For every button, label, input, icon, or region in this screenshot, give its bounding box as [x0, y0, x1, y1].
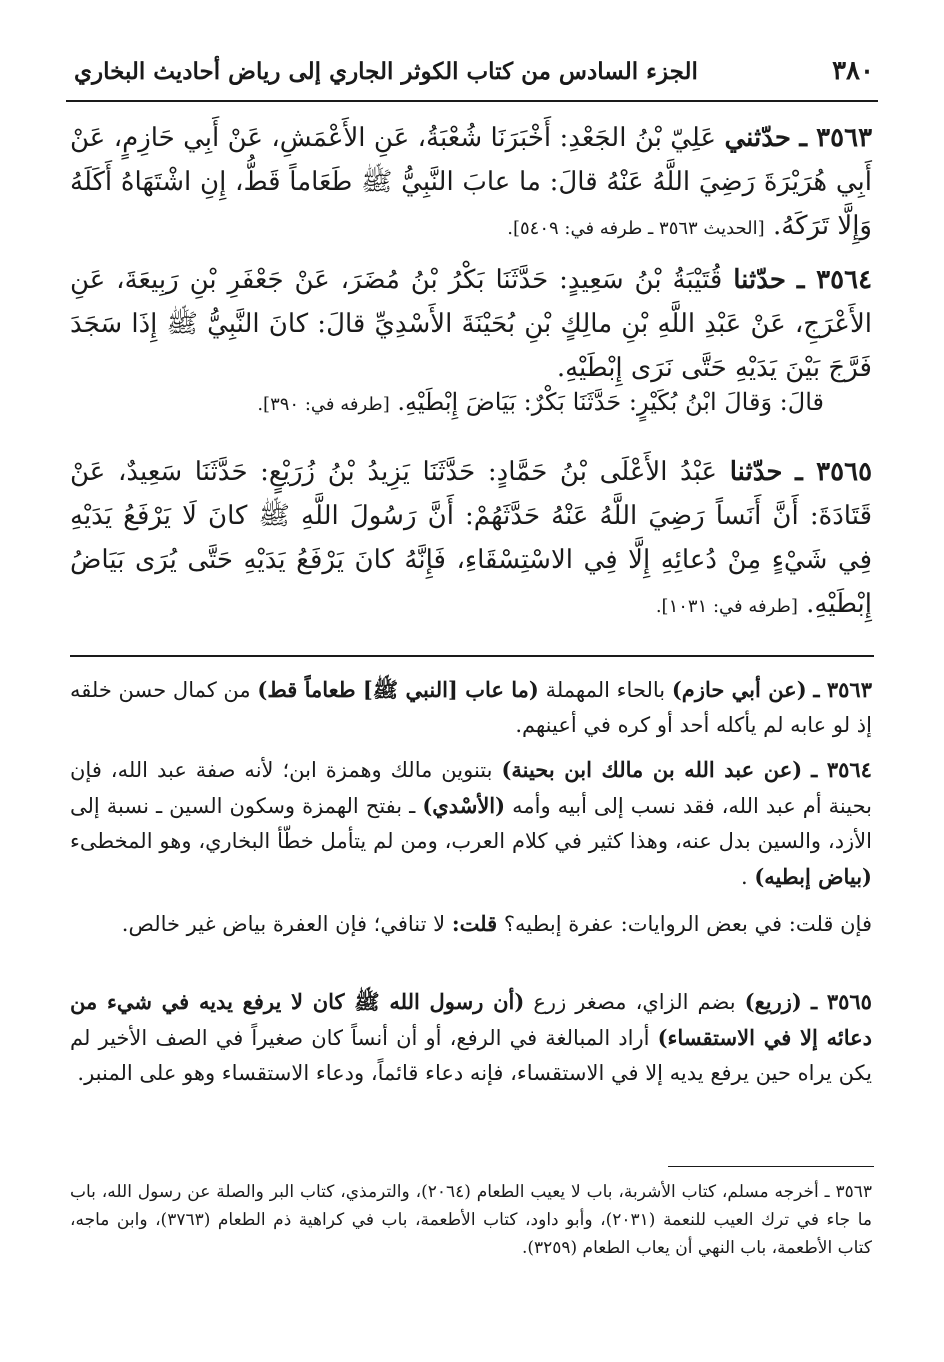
note-number: ٣٥٦٥ ـ	[810, 989, 872, 1014]
commentary-divider	[70, 655, 874, 657]
commentary-3565	[70, 984, 872, 1091]
note-quote: قلت:	[451, 911, 498, 936]
note-quote: (عن أبي حازم)	[671, 677, 807, 702]
note-text: فإن قلت: في بعض الروايات: عفرة إبطيه؟	[503, 912, 872, 936]
hadith-lead: حدّثنا	[729, 457, 783, 487]
footnote: ٣٥٦٣ ـ أخرجه مسلم، كتاب الأشربة، باب لا يعيب الطعام (٢٠٦٤)، والترمذي، كتاب البر والصلة عن رسول الله، باب ما جاء في ترك العيب للنعمة (٢٠٣١)، وأبو داود، كتاب الأطعمة، باب في كراهية ذم الطعام (٣٧٦٣)، وابن ماجه، كتاب الأطعمة، باب النهي أن يعاب الطعام (٣٢٥٩).	[70, 1182, 872, 1258]
note-quote: (ما عاب [النبي ﷺ] طعاماً قط)	[257, 677, 539, 702]
note-text: .	[740, 865, 748, 889]
hadith-ref: [الحديث ٣٥٦٣ ـ طرفه في: ٥٤٠٩].	[507, 218, 765, 239]
hadith-ref: [طرفه في: ٣٩٠].	[257, 394, 390, 415]
note-number: ٣٥٦٣ ـ	[813, 677, 872, 702]
hadith-text: قُتَيْبَةُ بْنُ سَعِيدٍ: حَدَّثَنَا بَكْرُ بْنُ مُضَرَ، عَنْ جَعْفَرِ بْنِ رَبِيعَةَ، عَنِ الأَعْرَجِ، عَنْ عَبْدِ اللَّهِ بْنِ مالِكٍ بْنِ بُحَيْنَةَ الأَسْدِيِّ قالَ: كانَ النَّبِيُّ ﷺ إِذَا سَجَدَ فَرَّجَ بَيْنَ يَدَيْهِ حَتَّى نَرَى إِبْطَيْهِ.	[70, 265, 872, 383]
hadith-text: قالَ: وَقالَ ابْنُ بُكَيْرٍ: حَدَّثَنَا بَكْرٌ: بَيَاضَ إِبْطَيْهِ.	[397, 388, 824, 416]
hadith-lead: حدّثني	[724, 123, 791, 153]
note-quote: (عن عبد الله بن مالك ابن بحينة)	[501, 757, 803, 782]
hadith-3564	[70, 258, 872, 390]
hadith-number: ٣٥٦٥ ـ	[795, 457, 873, 487]
page-header	[66, 56, 878, 96]
note-text: بضم الزاي، مصغر زرع	[533, 990, 736, 1014]
note-quote: (أن رسول الله ﷺ كان لا يرفع يديه في شيء من دعائه إلا في الاستقساء)	[70, 989, 872, 1050]
header-divider	[66, 100, 878, 102]
note-number: ٣٥٦٤ ـ	[811, 757, 872, 782]
hadith-number: ٣٥٦٤ ـ	[796, 265, 873, 295]
hadith-3563	[70, 116, 872, 251]
page-number: ٣٨٠	[832, 56, 874, 86]
hadith-ref: [طرفه في: ١٠٣١].	[655, 596, 798, 617]
note-text: بالحاء المهملة	[545, 678, 666, 702]
note-text: بتنوين مالك وهمزة ابن؛ لأنه صفة عبد الله، فإن بحينة أم عبد الله، فقد نسب إلى أبيه وأمه	[70, 758, 872, 818]
hadith-text: عَلِيّ بْنُ الجَعْدِ: أَخْبَرَنَا شُعْبَةُ، عَنِ الأَعْمَشِ، عَنْ أَبِي حَازِمٍ، عَنْ أَبِي هُرَيْرَةَ رَضِيَ اللَّهُ عَنْهُ قالَ: ما عابَ النَّبِيُّ ﷺ طَعَاماً قَطُّ، إِنِ اشْتَهَاهُ أَكَلَهُ وَإِلَّا تَرَكَهُ.	[70, 123, 872, 241]
hadith-number: ٣٥٦٣ ـ	[799, 123, 873, 153]
note-text: من كمال حسن خلقه إذ لو عابه لم يأكله أحد أو كره في أعينهم.	[70, 678, 872, 737]
note-text: ـ بفتح الهمزة وسكون السين ـ نسبة إلى الأزد، والسين بدل عنه، وهذا كثير في كلام العرب، ومن لم يتأمل خطّأ البخاري، وهو المخطىء	[70, 794, 872, 853]
note-quote: (بياض إبطيه)	[754, 864, 872, 889]
commentary-3564	[70, 752, 872, 895]
hadith-lead: حدّثنا	[733, 265, 786, 295]
footnote-divider	[668, 1166, 874, 1167]
note-quote: (الأسْدي)	[422, 793, 506, 818]
hadith-text: عَبْدُ الأَعْلَى بْنُ حَمَّادٍ: حَدَّثَنَا يَزِيدُ بْنُ زُرَيْعٍ: حَدَّثَنَا سَعِيدٌ، عَنْ قَتَادَةَ: أَنَّ أَنَساً رَضِيَ اللَّهُ عَنْهُ حَدَّثَهُمْ: أَنَّ رَسُولَ اللَّهِ ﷺ كانَ لَا يَرْفَعُ يَدَيْهِ فِي شَيْءٍ مِنْ دُعائِهِ إِلَّا فِي الاسْتِسْقَاءِ، فَإِنَّهُ كانَ يَرْفَعُ يَدَيْهِ حَتَّى يُرَى بَيَاضُ إِبْطَيْهِ.	[70, 457, 872, 619]
running-title: الجزء السادس من كتاب الكوثر الجاري إلى رياض أحاديث البخاري	[74, 58, 698, 85]
hadith-3565	[70, 450, 872, 629]
commentary-objection	[70, 906, 872, 942]
hadith-3564-addition	[70, 380, 824, 427]
note-text: أراد المبالغة في الرفع، أو أن أنساً كان صغيراً في الصف الأخير لم يكن يراه حين يرفع يديه إلا في الاستقساء، فإنه دعاء قائماً، ودعاء الاستقساء وهو على المنبر.	[70, 1026, 872, 1085]
commentary-3563	[70, 672, 872, 743]
note-quote: (زريع)	[744, 989, 802, 1014]
note-text: لا تنافي؛ فإن العفرة بياض غير خالص.	[121, 912, 446, 936]
